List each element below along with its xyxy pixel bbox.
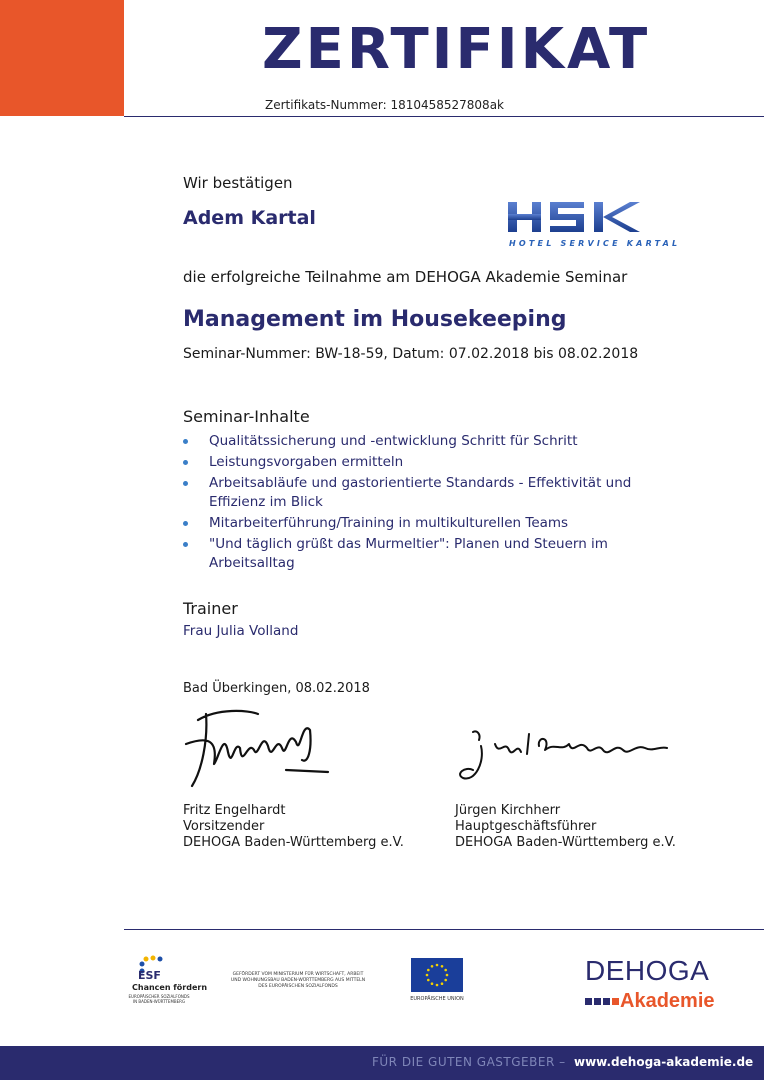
eu-label: EUROPÄISCHE UNION: [410, 996, 464, 1002]
list-item: "Und täglich grüßt das Murmeltier": Planen und Steuern im Arbeitsalltag: [183, 535, 643, 573]
participation-text: die erfolgreiche Teilnahme am DEHOGA Akademie Seminar: [183, 268, 628, 286]
signer-kirchherr: Jürgen Kirchherr Hauptgeschäftsführer DEHOGA Baden-Württemberg e.V.: [455, 803, 676, 850]
list-item: Leistungsvorgaben ermitteln: [183, 453, 643, 472]
bullet-icon: [183, 460, 188, 465]
seminar-details: Seminar-Nummer: BW-18-59, Datum: 07.02.2018 bis 08.02.2018: [183, 346, 639, 362]
akademie-logo-text: Akademie: [620, 990, 715, 1012]
signature-engelhardt-icon: [178, 700, 338, 792]
top-divider: [124, 116, 764, 117]
bottom-divider: [124, 929, 764, 930]
signer-engelhardt: Fritz Engelhardt Vorsitzender DEHOGA Baden-Württemberg e.V.: [183, 803, 404, 850]
contents-list: [183, 432, 643, 575]
dehoga-logo-text: DEHOGA: [585, 955, 710, 986]
list-item: Arbeitsabläufe und gastorientierte Standards - Effektivität und Effizienz im Blick: [183, 474, 643, 512]
esf-label: ESF: [138, 969, 161, 982]
esf-small-text: EUROPÄISCHER SOZIALFONDS IN BADEN-WÜRTTEMBERG: [128, 994, 190, 1004]
list-item: Qualitätssicherung und -entwicklung Schritt für Schritt: [183, 432, 643, 451]
bullet-icon: [183, 521, 188, 526]
footer-slogan: FÜR DIE GUTEN GASTGEBER –: [372, 1055, 566, 1069]
participant-name: Adem Kartal: [183, 207, 316, 229]
trainer-heading: Trainer: [183, 599, 238, 618]
hsk-logo-subtitle: HOTEL SERVICE KARTAL: [509, 239, 681, 248]
dehoga-squares-icon: [585, 997, 619, 1006]
trainer-name: Frau Julia Volland: [183, 623, 299, 639]
contents-heading: Seminar-Inhalte: [183, 407, 310, 426]
signature-kirchherr-icon: [455, 722, 670, 794]
footer-url-link[interactable]: www.dehoga-akademie.de: [574, 1055, 754, 1069]
bullet-icon: [183, 481, 188, 486]
confirm-text: Wir bestätigen: [183, 174, 293, 192]
funded-by-text: GEFÖRDERT VOM MINISTERIUM FÜR WIRTSCHAFT, ARBEIT UND WOHNUNGSBAU BADEN-WÜRTTEMBERG AUS MITTELN DES EUROPÄISCHEN SOZIALFONDS: [230, 972, 366, 989]
orange-corner-block: [0, 0, 124, 116]
certificate-title: ZERTIFIKAT: [262, 17, 651, 82]
eu-flag-icon: [411, 958, 463, 992]
list-item: Mitarbeiterführung/Training in multikulturellen Teams: [183, 514, 643, 533]
certificate-number: Zertifikats-Nummer: 1810458527808ak: [265, 98, 504, 112]
bullet-icon: [183, 439, 188, 444]
place-date: Bad Überkingen, 08.02.2018: [183, 681, 370, 696]
esf-slogan: Chancen fördern: [132, 983, 208, 992]
bullet-icon: [183, 542, 188, 547]
seminar-title: Management im Housekeeping: [183, 307, 567, 332]
